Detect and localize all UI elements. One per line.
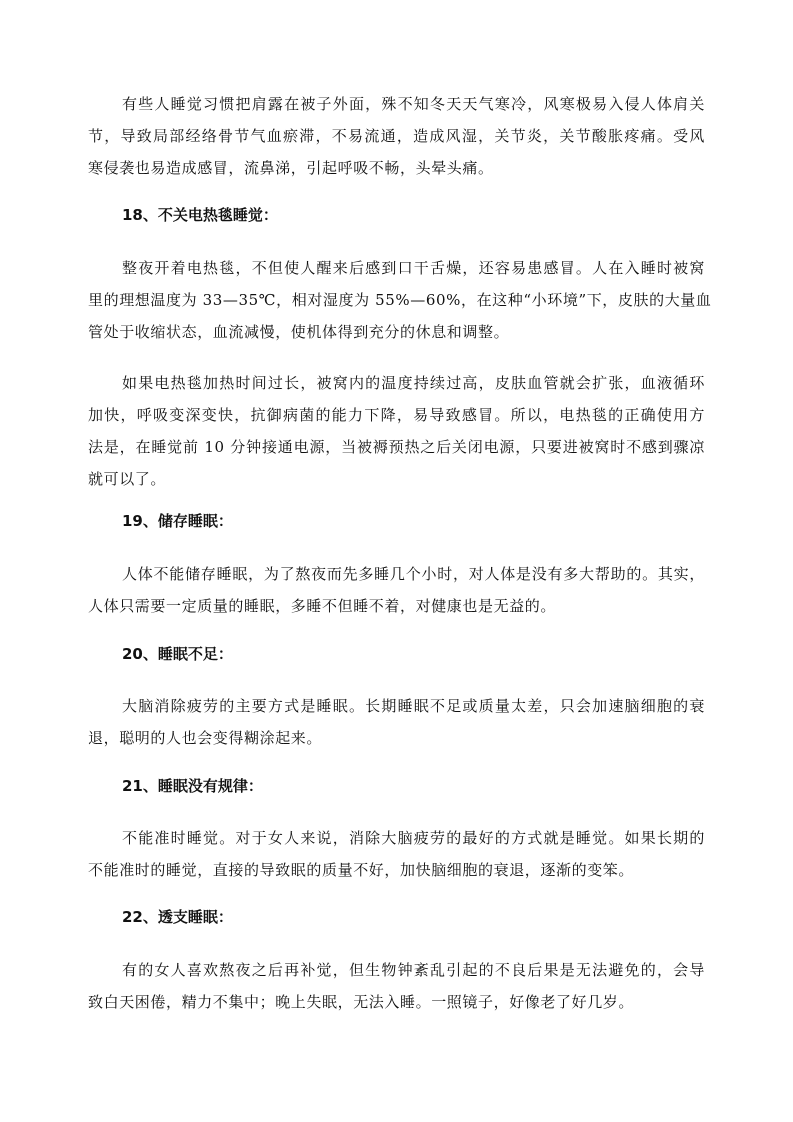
paragraph-line: 人体只需要一定质量的睡眠，多睡不但睡不着，对健康也是无益的。 [88, 597, 557, 615]
paragraph-line: 法是，在睡觉前 10 分钟接通电源，当被褥预热之后关闭电源，只要进被窝时不感到骤凉 [88, 438, 705, 456]
paragraph-line: 致白天困倦，精力不集中；晚上失眠，无法入睡。一照镜子，好像老了好几岁。 [88, 993, 635, 1011]
paragraph-line: 里的理想温度为 33—35℃，相对湿度为 55%—60%，在这种“小环境”下，皮肤的大量血 [88, 291, 712, 309]
paragraph [88, 558, 705, 622]
paragraph-line: 加快，呼吸变深变快，抗御病菌的能力下降，易导致感冒。所以，电热毯的正确使用方 [88, 406, 705, 424]
paragraph-line: 不能准时睡觉。对于女人来说，消除大脑疲劳的最好的方式就是睡觉。如果长期的 [122, 829, 705, 847]
paragraph [88, 690, 705, 754]
section-heading: 22、透支睡眠： [122, 908, 233, 926]
section-heading: 21、睡眠没有规律： [122, 777, 263, 795]
paragraph [88, 88, 705, 184]
paragraph-line: 不能准时的睡觉，直接的导致眠的质量不好，加快脑细胞的衰退，逐渐的变笨。 [88, 861, 635, 879]
paragraph-line: 管处于收缩状态，血流减慢，使机体得到充分的休息和调整。 [88, 323, 510, 341]
paragraph [88, 252, 712, 348]
paragraph-line: 大脑消除疲劳的主要方式是睡眠。长期睡眠不足或质量太差，只会加速脑细胞的衰 [122, 697, 705, 715]
section-heading: 19、储存睡眠： [122, 512, 233, 530]
paragraph-line: 节，导致局部经络骨节气血瘀滞，不易流通，造成风湿，关节炎，关节酸胀疼痛。受风 [88, 127, 705, 145]
paragraph-line: 寒侵袭也易造成感冒，流鼻涕，引起呼吸不畅，头晕头痛。 [88, 159, 494, 177]
paragraph-line: 就可以了。 [88, 470, 167, 488]
paragraph [88, 367, 705, 495]
paragraph-line: 整夜开着电热毯，不但使人醒来后感到口干舌燥，还容易患感冒。人在入睡时被窝 [122, 259, 705, 277]
paragraph-line: 如果电热毯加热时间过长，被窝内的温度持续过高，皮肤血管就会扩张，血液循环 [122, 374, 705, 392]
paragraph-line: 有些人睡觉习惯把肩露在被子外面，殊不知冬天天气寒冷，风寒极易入侵人体肩关 [122, 95, 705, 113]
section-heading: 18、不关电热毯睡觉： [122, 206, 278, 224]
paragraph-line: 人体不能储存睡眠，为了熬夜而先多睡几个小时，对人体是没有多大帮助的。其实， [122, 565, 705, 583]
paragraph-line: 退，聪明的人也会变得糊涂起来。 [88, 729, 323, 747]
paragraph [88, 954, 705, 1018]
paragraph-line: 有的女人喜欢熬夜之后再补觉，但生物钟紊乱引起的不良后果是无法避免的，会导 [122, 961, 705, 979]
section-heading: 20、睡眠不足： [122, 645, 233, 663]
paragraph [88, 822, 705, 886]
